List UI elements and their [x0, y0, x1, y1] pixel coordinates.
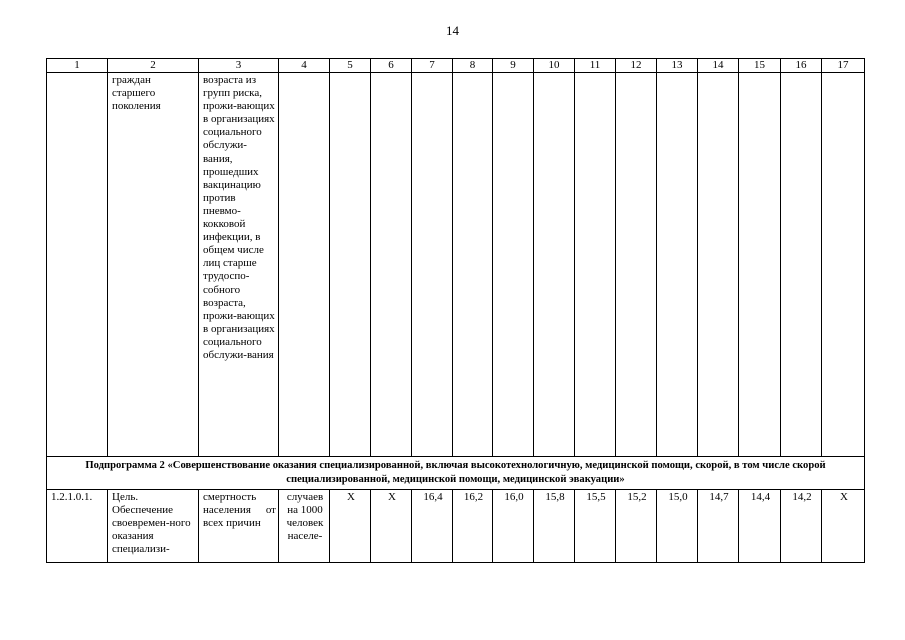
indicators-table [46, 58, 865, 563]
column-header: 7 [412, 59, 453, 73]
value-cell: 14,2 [781, 490, 822, 563]
column-header: 3 [199, 59, 279, 73]
table-cell [616, 73, 657, 457]
column-header: 1 [47, 59, 108, 73]
table-cell [739, 73, 781, 457]
column-header: 16 [781, 59, 822, 73]
column-header: 15 [739, 59, 781, 73]
unit-cell: случаев на 1000 человек населе- [279, 490, 330, 563]
table-cell [279, 73, 330, 457]
column-header: 4 [279, 59, 330, 73]
column-header: 5 [330, 59, 371, 73]
continuation-row [47, 73, 865, 457]
value-cell: 16,2 [453, 490, 493, 563]
table-cell [575, 73, 616, 457]
column-header: 2 [108, 59, 199, 73]
column-header: 17 [822, 59, 865, 73]
table-cell [493, 73, 534, 457]
table-row [47, 490, 865, 563]
table-cell [534, 73, 575, 457]
indicator-continuation-cell: возраста из групп риска, прожи-вающих в организациях социального обслужи-вания, прошедших вакцинацию против пневмо-кокковой инфекции, в общем числе лиц старше трудоспо-собного возраста, прожи-вающих в организациях социального обслужи-вания [199, 73, 279, 457]
value-cell: Х [822, 490, 865, 563]
value-cell: 16,4 [412, 490, 453, 563]
indicator-cell: смертность населения от всех причин [199, 490, 279, 563]
column-header: 13 [657, 59, 698, 73]
value-cell: 14,7 [698, 490, 739, 563]
column-header: 8 [453, 59, 493, 73]
value-cell: 16,0 [493, 490, 534, 563]
table-cell [822, 73, 865, 457]
value-cell: 14,4 [739, 490, 781, 563]
subprogram-title: Подпрограмма 2 «Совершенствование оказания специализированной, включая высокотехнологичную, медицинской помощи, скорой, в том числе скорой специализированной, медицинской помощи, медицинской эвакуации» [47, 457, 865, 490]
table-cell [698, 73, 739, 457]
table-cell [657, 73, 698, 457]
column-header: 14 [698, 59, 739, 73]
table-cell [453, 73, 493, 457]
value-cell: Х [330, 490, 371, 563]
value-cell: 15,5 [575, 490, 616, 563]
table-cell [330, 73, 371, 457]
table-cell [781, 73, 822, 457]
column-header: 12 [616, 59, 657, 73]
goal-cell: Цель. Обеспечение своевремен-ного оказания специализи- [108, 490, 199, 563]
subprogram-row [47, 457, 865, 490]
value-cell: 15,2 [616, 490, 657, 563]
column-header: 10 [534, 59, 575, 73]
table-cell [371, 73, 412, 457]
row-number-cell: 1.2.1.0.1. [47, 490, 108, 563]
column-header: 9 [493, 59, 534, 73]
table-cell [412, 73, 453, 457]
column-number-row [47, 59, 865, 73]
value-cell: 15,8 [534, 490, 575, 563]
column-header: 11 [575, 59, 616, 73]
value-cell: 15,0 [657, 490, 698, 563]
goal-continuation-cell: граждан старшего поколения [108, 73, 199, 457]
column-header: 6 [371, 59, 412, 73]
value-cell: Х [371, 490, 412, 563]
page-number: 14 [446, 23, 459, 38]
table-cell [47, 73, 108, 457]
